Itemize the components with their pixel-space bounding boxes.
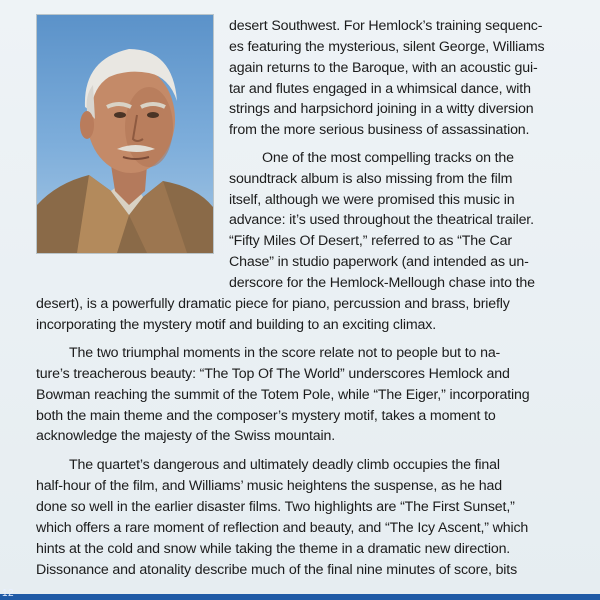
text-line: half-hour of the film, and Williams’ music heightens the suspense, as he had <box>36 478 502 494</box>
text-line: Dissonance and atonality describe much of the final nine minutes of score, bits <box>36 562 518 578</box>
text-line: strings and harpsichord joining in a witty diversion <box>229 101 534 117</box>
text-line: again returns to the Baroque, with an acoustic gui- <box>229 60 538 76</box>
text-line: es featuring the mysterious, silent George, Williams <box>229 39 545 55</box>
text-line: ture’s treacherous beauty: “The Top Of The World” underscores Hemlock and <box>36 366 510 382</box>
text-line: itself, although we were promised this music in <box>229 192 515 208</box>
text-line: incorporating the mystery motif and building to an exciting climax. <box>36 317 437 333</box>
text-line: hints at the cold and snow while taking the theme in a dramatic new direction. <box>36 541 511 557</box>
text-line: acknowledge the majesty of the Swiss mountain. <box>36 428 336 444</box>
text-line: One of the most compelling tracks on the <box>262 150 514 166</box>
footer-bar <box>0 594 600 600</box>
composer-portrait-photo <box>36 14 214 254</box>
text-line: advance: it’s used throughout the theatrical trailer. <box>229 212 534 228</box>
text-line: both the main theme and the composer’s mystery motif, takes a moment to <box>36 408 496 424</box>
text-line: Bowman reaching the summit of the Totem Pole, while “The Eiger,” incorporating <box>36 387 530 403</box>
text-line: tar and flutes engaged in a whimsical dance, with <box>229 81 531 97</box>
text-line: “Fifty Miles Of Desert,” referred to as “The Car <box>229 233 512 249</box>
page-number: 12 <box>2 588 15 599</box>
text-line: desert Southwest. For Hemlock’s training sequenc- <box>229 18 543 34</box>
text-line: which offers a rare moment of reflection and beauty, and “The Icy Ascent,” which <box>36 520 529 536</box>
text-line: Chase” in studio paperwork (and intended as un- <box>229 254 529 270</box>
portrait-illustration <box>37 15 213 253</box>
text-line: derscore for the Hemlock-Mellough chase into the <box>229 275 535 291</box>
text-line: The two triumphal moments in the score relate not to people but to na- <box>69 345 501 361</box>
text-line: from the more serious business of assassination. <box>229 122 530 138</box>
text-line: desert), is a powerfully dramatic piece for piano, percussion and brass, briefly <box>36 296 510 312</box>
text-line: The quartet’s dangerous and ultimately deadly climb occupies the final <box>69 457 500 473</box>
text-line: soundtrack album is also missing from the film <box>229 171 513 187</box>
text-line: done so well in the earlier disaster films. Two highlights are “The First Sunset,” <box>36 499 515 515</box>
